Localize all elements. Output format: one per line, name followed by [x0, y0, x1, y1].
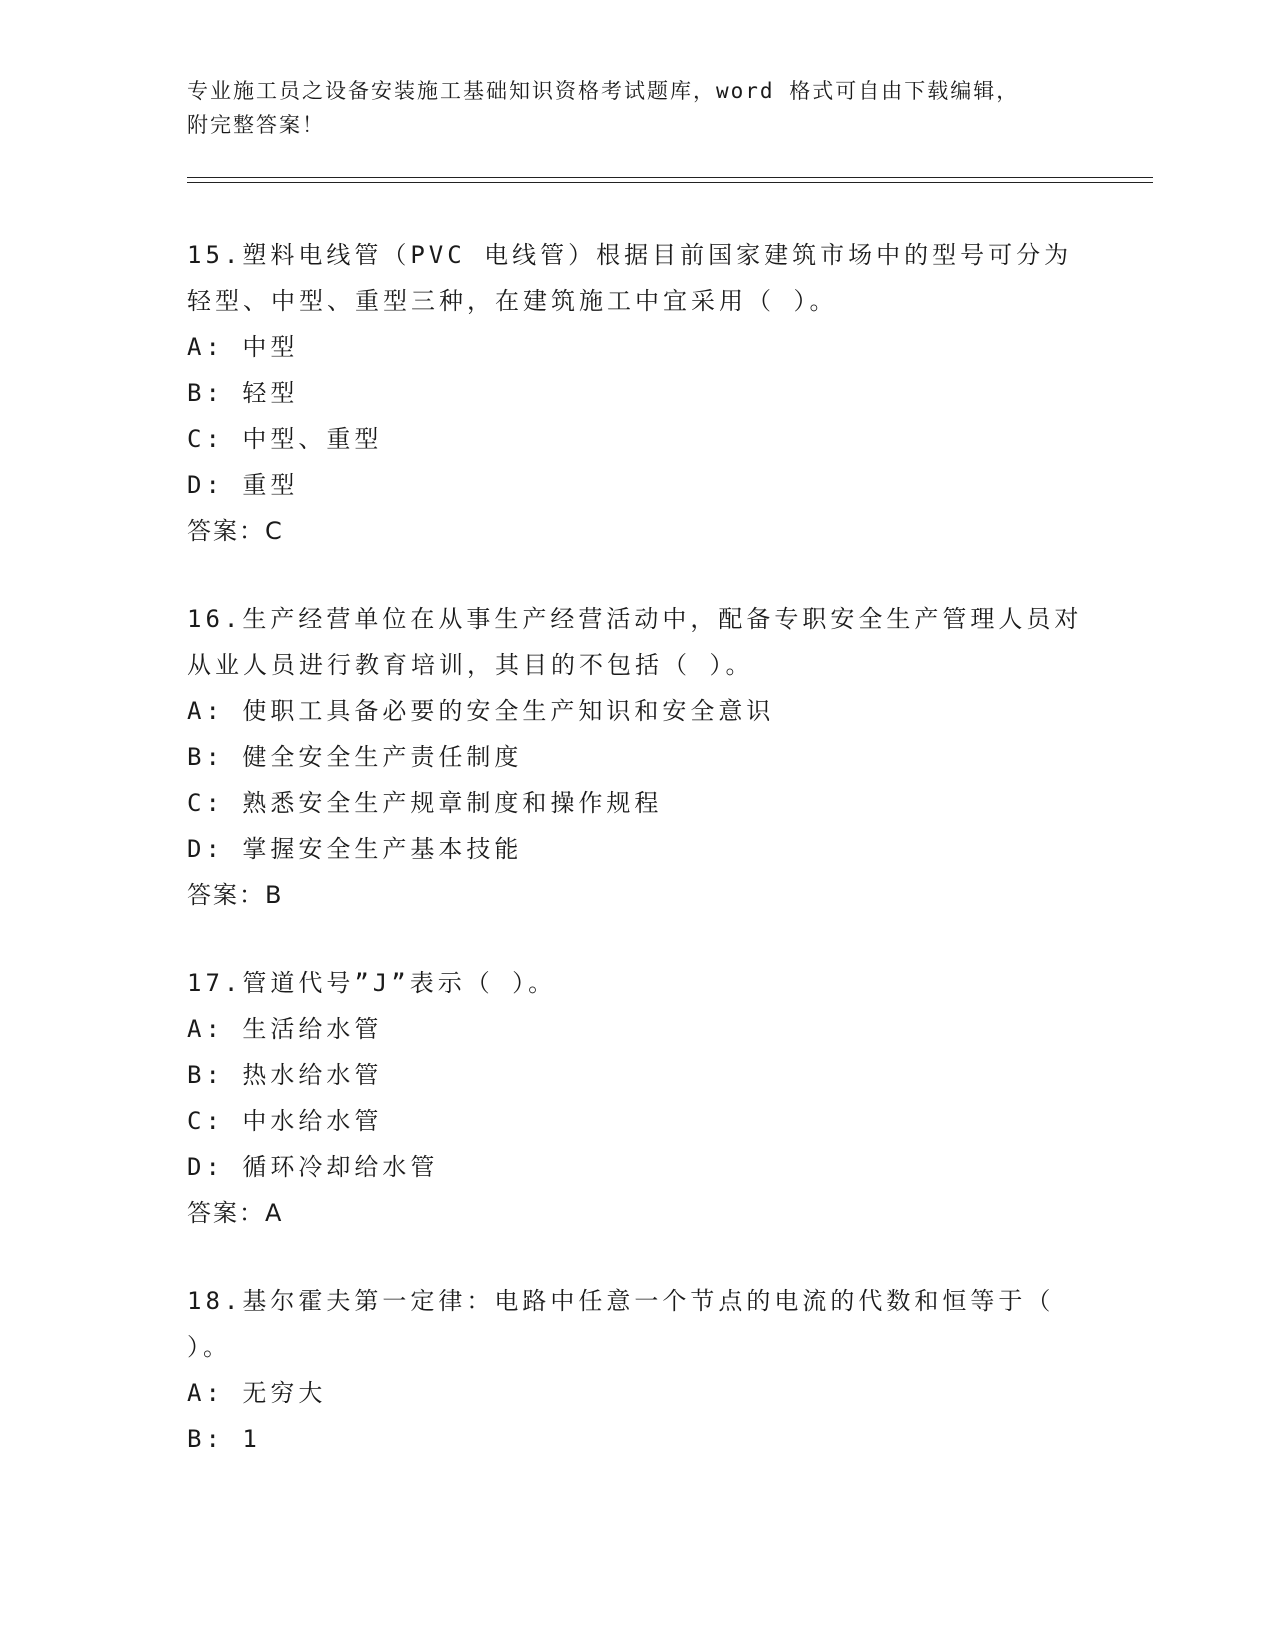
answer-label: 答案：C [187, 517, 284, 545]
question-17 [187, 960, 1087, 1236]
header-divider-top [187, 177, 1153, 178]
option-a: A: 无穷大 [187, 1379, 327, 1407]
option-a: A: 使职工具备必要的安全生产知识和安全意识 [187, 697, 775, 725]
option-a: A: 中型 [187, 333, 299, 361]
question-16 [187, 596, 1087, 918]
question-18 [187, 1278, 1087, 1462]
option-c: C: 中水给水管 [187, 1107, 383, 1135]
header-line-2: 附完整答案！ [187, 113, 325, 137]
option-b: B: 1 [187, 1425, 261, 1453]
option-d: D: 掌握安全生产基本技能 [187, 835, 523, 863]
question-stem: 17.管道代号”J”表示（ ）。 [187, 969, 557, 997]
option-b: B: 健全安全生产责任制度 [187, 743, 523, 771]
answer-label: 答案：B [187, 881, 284, 909]
question-stem: 18.基尔霍夫第一定律：电路中任意一个节点的电流的代数和恒等于（ ）。 [187, 1287, 1055, 1361]
option-b: B: 轻型 [187, 379, 299, 407]
option-a: A: 生活给水管 [187, 1015, 383, 1043]
option-d: D: 循环冷却给水管 [187, 1153, 439, 1181]
question-15 [187, 232, 1087, 554]
document-header [187, 74, 1067, 142]
option-b: B: 热水给水管 [187, 1061, 383, 1089]
option-d: D: 重型 [187, 471, 299, 499]
option-c: C: 中型、重型 [187, 425, 383, 453]
option-c: C: 熟悉安全生产规章制度和操作规程 [187, 789, 663, 817]
header-line-1: 专业施工员之设备安装施工基础知识资格考试题库，word 格式可自由下载编辑， [187, 79, 1020, 103]
header-divider-bottom [187, 182, 1153, 183]
question-stem: 16.生产经营单位在从事生产经营活动中，配备专职安全生产管理人员对从业人员进行教育培训，其目的不包括（ ）。 [187, 605, 1083, 679]
question-stem: 15.塑料电线管（PVC 电线管）根据目前国家建筑市场中的型号可分为轻型、中型、重型三种，在建筑施工中宜采用（ ）。 [187, 241, 1073, 315]
answer-label: 答案：A [187, 1199, 284, 1227]
